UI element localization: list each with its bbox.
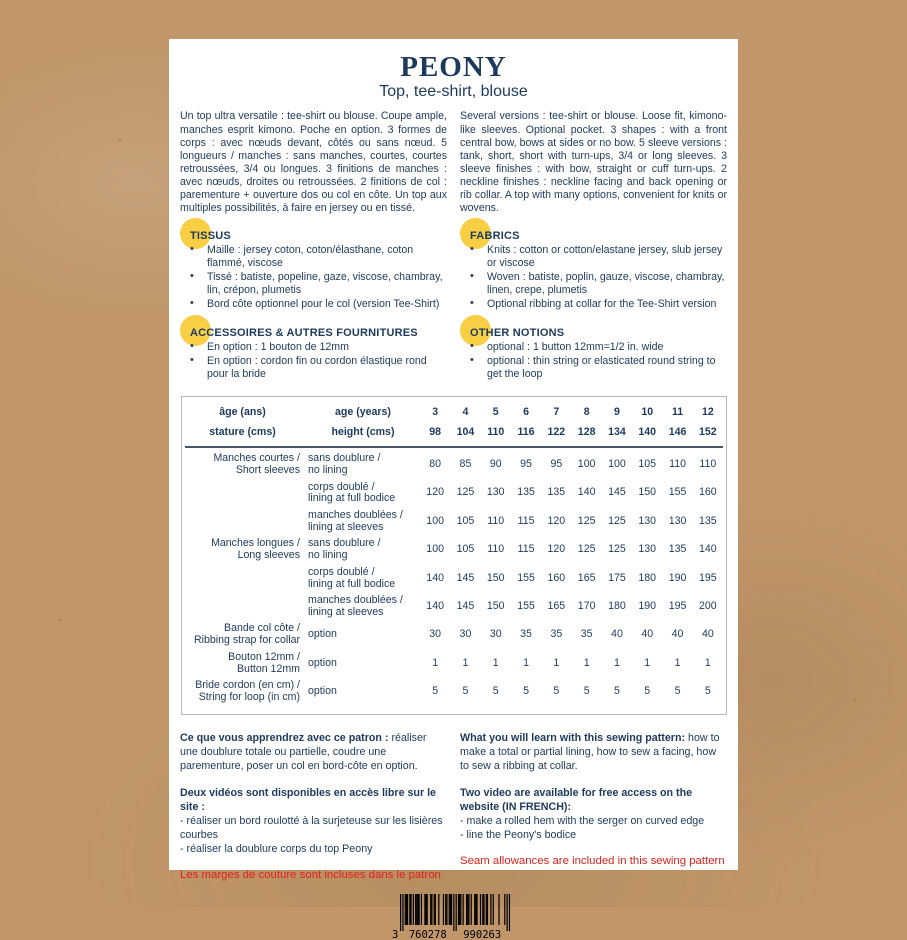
table-header-cell: 104 [456,425,475,438]
table-cell: 110 [669,458,686,471]
table-cell: 120 [547,543,566,556]
section-heading-label: OTHER NOTIONS [470,327,565,340]
table-header-cell: 12 [701,406,714,419]
row-label-en: lining at full bodice [308,492,396,505]
table-cell: 5 [492,685,499,698]
table-cell: 1 [492,656,499,669]
row-label-fr: option [308,628,337,641]
list-item: • Maille : jersey coton, coton/élasthane, coton flammé, viscose [207,244,447,270]
table-cell: 120 [547,514,566,527]
table-cell: 170 [577,600,596,613]
table-cell: 40 [671,628,684,641]
section-fabrics [460,230,727,312]
table-cell: 115 [517,514,535,527]
section-heading-tissus [190,230,447,242]
videos-line: - make a rolled hem with the serger on curved edge [460,814,705,827]
table-header-row [185,402,723,425]
table-cell: 155 [517,571,535,584]
table-header-cell: 10 [641,406,654,419]
table-cell: 1 [704,656,711,669]
row-label-cell [308,567,420,591]
table-cell: 145 [608,486,626,499]
table-cell: 130 [638,514,657,527]
table-cell: 130 [668,514,687,527]
table-cell: 150 [486,600,505,613]
table-cell: 130 [638,543,657,556]
row-label-cell [308,629,420,641]
table-cell: 140 [426,571,444,584]
table-cell: 30 [489,628,502,641]
table-cell: 35 [580,628,593,641]
table-row [185,678,723,706]
table-cell: 195 [698,571,717,584]
table-row [185,593,723,621]
table-cell: 1 [432,656,439,669]
videos-note-fr [180,787,447,815]
table-cell: 35 [550,628,563,641]
table-cell: 105 [456,543,475,556]
table-header-cell: 146 [668,425,687,438]
videos-note-en-lead: Two video are available for free access on the website (IN FRENCH): [460,787,693,813]
table-header-cell: 98 [429,425,442,438]
row-label-fr: corps doublé / [308,480,375,493]
barcode [392,894,516,940]
table-cell: 40 [611,628,623,641]
table-cell: 125 [577,543,596,556]
videos-line: - line the Peony's bodice [460,828,577,841]
table-cell: 5 [553,685,560,698]
section-accessoires [180,327,447,382]
list-item: • optional : 1 button 12mm=1/2 in. wide [487,341,727,354]
table-cell: 5 [704,685,711,698]
row-group-cell [185,652,308,676]
section-heading-label: TISSUS [190,230,231,243]
row-group-en: String for loop (in cm) [198,691,300,704]
section-heading-label: ACCESSOIRES & AUTRES FOURNITURES [190,327,418,340]
row-group-fr: Bande col côte / [224,622,300,635]
row-group-cell [185,623,308,647]
fabrics-list [460,244,727,311]
table-cell: 150 [638,486,657,499]
section-other-notions [460,327,727,382]
list-item: • Woven : batiste, poplin, gauze, viscose, chambray, linen, crepe, plumetis [487,271,727,297]
table-cell: 135 [547,486,566,499]
row-group-cell [185,538,308,562]
table-cell: 100 [426,514,444,527]
videos-note-fr-lead: Deux vidéos sont disponibles en accès libre sur le site : [180,787,436,813]
table-cell: 1 [583,656,590,669]
list-item: • Bord côte optionnel pour le col (version Tee-Shirt) [207,298,447,311]
table-cell: 155 [668,486,687,499]
barcode-digits-right: 990263 [462,928,501,940]
list-item: • Knits : cotton or cotton/elastane jersey, slub jersey or viscose [487,244,727,270]
intro-paragraph-fr: Un top ultra versatile : tee-shirt ou blouse. Coupe ample, manches esprit kimono. Poche en option. 3 formes de corps : avec nœuds devant, côtés ou sans nœud. 5 longueurs / manches : sans manches, courtes, courtes retroussées, 3/4 ou longues. 3 finitions de manches : avec nœuds, droites ou retroussées. 2 finitions de col : parementure + ouverture dos ou col en côte. Un top aux multiples possibilités, à faire en jersey ou en tissé. [180,110,447,215]
learn-note-fr [180,732,447,774]
table-cell: 155 [517,600,535,613]
table-cell: 190 [668,571,687,584]
table-cell: 140 [577,486,596,499]
table-cell: 80 [429,458,442,471]
section-heading-fabrics [470,230,727,242]
section-heading-label: FABRICS [470,230,520,243]
table-cell: 5 [613,685,620,698]
row-label-fr: sans doublure / [308,452,381,465]
row-label-fr: manches doublées / [308,594,403,607]
table-header-cell: 152 [698,425,717,438]
table-row [185,451,723,479]
row-label-fr: sans doublure / [308,537,381,550]
list-item: • En option : cordon fin ou cordon élastique rond pour la bride [207,355,447,381]
table-cell: 110 [487,543,505,556]
footer-column-en [460,732,727,882]
table-cell: 175 [608,571,626,584]
table-header-cell: 4 [462,406,469,419]
row-group-en: Ribbing strap for collar [194,634,300,647]
table-row [185,621,723,649]
table-header-cell: age (years) [335,406,391,419]
table-row [185,479,723,507]
table-header-cell: 11 [671,406,684,419]
row-label-cell [308,453,420,477]
videos-line: - réaliser un bord roulotté à la surjeteuse sur les lisières courbes [180,814,443,841]
table-cell: 1 [523,656,529,669]
table-header-cell: 6 [523,406,529,419]
table-cell: 40 [701,628,714,641]
row-label-en: lining at sleeves [308,605,384,618]
pattern-back-page [169,39,738,940]
learn-note-fr-lead: Ce que vous apprendrez avec ce patron : [180,732,389,745]
table-row [185,536,723,564]
table-row [185,508,723,536]
table-header-cell: 5 [492,406,499,419]
table-cell: 5 [432,685,439,698]
table-cell: 180 [608,600,626,613]
table-cell: 105 [456,514,475,527]
tissus-list [180,244,447,311]
table-cell: 100 [608,458,626,471]
table-row [185,650,723,678]
barcode-digit-lead: 3 [391,928,398,940]
table-cell: 180 [638,571,657,584]
table-cell: 100 [577,458,596,471]
table-cell: 90 [489,458,502,471]
table-cell: 140 [698,543,717,556]
table-cell: 125 [608,543,626,556]
other-notions-list [460,341,727,381]
learn-note-fr-text: réaliser une doublure totale ou partielle, coudre une parementure, poser un col en bord-côte en option. [180,732,427,773]
table-cell: 125 [577,514,596,527]
barcode-digits-left: 760278 [408,928,447,940]
size-table [181,396,727,716]
table-cell: 1 [674,656,681,669]
table-cell: 165 [547,600,566,613]
table-cell: 190 [638,600,657,613]
table-cell: 85 [459,458,472,471]
table-cell: 5 [462,685,469,698]
table-cell: 130 [486,486,505,499]
table-cell: 1 [613,656,620,669]
learn-note-en-text: how to make a total or partial lining, how to sew a facing, how to sew a ribbing at collar. [460,732,720,773]
page-title: PEONY [400,51,507,83]
footer-column-fr [180,732,447,882]
section-heading-accessoires [190,327,447,339]
table-cell: 120 [426,486,444,499]
row-label-en: lining at full bodice [308,577,396,590]
table-header-cell: height (cms) [331,425,395,438]
row-label-cell [308,658,420,670]
table-cell: 95 [550,458,563,471]
table-header-cell: 110 [487,425,505,438]
table-cell: 200 [698,600,717,613]
table-cell: 110 [487,514,505,527]
footer-columns [180,732,727,882]
table-cell: 145 [456,571,475,584]
row-label-fr: option [308,685,337,698]
table-cell: 5 [523,685,529,698]
row-group-fr: Bride cordon (en cm) / [195,679,300,692]
section-tissus [180,230,447,312]
row-label-fr: option [308,656,337,669]
intro-paragraph-en: Several versions : tee-shirt or blouse. Loose fit, kimono-like sleeves. Optional pocket. 3 shapes : with a front central bow, bows at sides or no bow. 5 sleeve versions : tank, short, short with turn-ups, 3/4 or long sleeves. 3 sleeve finishes : with bow, straight or cuff turn-ups. 2 neckline finishes : neckline facing and back opening or rib collar. A top with many options, convenient for knits or wovens. [460,110,727,215]
table-cell: 30 [429,628,442,641]
barcode-svg [392,894,516,940]
table-header-row [185,425,723,448]
table-header-cell: 9 [613,406,620,419]
table-cell: 5 [583,685,590,698]
page-subtitle: Top, tee-shirt, blouse [379,83,528,101]
learn-note-en [460,732,727,774]
list-item: • optional : thin string or elasticated round string to get the loop [487,355,727,381]
section-heading-other-notions [470,327,727,339]
table-cell: 135 [668,543,687,556]
table-cell: 5 [644,685,651,698]
row-label-en: no lining [308,464,348,476]
videos-line: - réaliser la doublure corps du top Peony [180,842,373,855]
table-cell: 135 [698,514,717,527]
table-header-cell: 140 [638,425,657,438]
table-cell: 100 [426,543,444,556]
description-columns [180,110,727,381]
table-cell: 30 [459,628,472,641]
seam-allowance-note-en: Seam allowances are included in this sewing pattern [460,854,725,867]
masthead [180,52,727,101]
row-group-en: Short sleeves [235,464,300,476]
learn-note-en-lead: What you will learn with this sewing pattern: [460,732,686,745]
row-group-fr: Manches longues / [211,537,300,550]
row-group-en: Long sleeves [237,549,300,562]
table-cell: 160 [547,571,566,584]
table-cell: 95 [520,458,532,471]
table-cell: 165 [577,571,596,584]
list-item: • Optional ribbing at collar for the Tee-Shirt version [487,298,727,311]
table-header-cell: 3 [432,406,439,419]
accessoires-list [180,341,447,381]
row-group-cell [185,453,308,477]
table-cell: 125 [608,514,626,527]
table-cell: 1 [644,656,651,669]
row-label-cell [308,510,420,534]
table-header-cell: 122 [547,425,566,438]
row-label-fr: manches doublées / [308,508,403,521]
table-row [185,564,723,592]
table-header-cell: 8 [583,406,590,419]
table-cell: 160 [698,486,717,499]
table-cell: 150 [486,571,505,584]
table-cell: 5 [674,685,681,698]
table-cell: 125 [456,486,475,499]
row-group-cell [185,680,308,704]
table-cell: 35 [520,628,532,641]
seam-allowance-note-fr: Les marges de couture sont incluses dans le patron [180,868,441,881]
row-label-cell [308,482,420,506]
list-item: • En option : 1 bouton de 12mm [207,341,447,354]
table-header-cell: 134 [608,425,626,438]
table-header-cell: âge (ans) [219,406,266,419]
table-cell: 145 [456,600,475,613]
row-group-fr: Manches courtes / [213,452,300,465]
row-label-cell [308,595,420,619]
list-item: • Tissé : batiste, popeline, gaze, viscose, chambray, lin, crépon, plumetis [207,271,447,297]
table-cell: 1 [462,656,469,669]
row-label-fr: corps doublé / [308,565,375,578]
table-cell: 135 [517,486,535,499]
table-cell: 105 [638,458,657,471]
table-header-cell: 128 [577,425,596,438]
table-cell: 110 [699,458,717,471]
row-group-fr: Bouton 12mm / [228,650,300,663]
table-cell: 40 [641,628,654,641]
table-cell: 195 [668,600,687,613]
row-group-en: Button 12mm [236,662,300,675]
table-header-cell: 7 [553,406,560,419]
table-cell: 140 [426,600,444,613]
table-header-cell: stature (cms) [209,425,276,438]
row-label-en: no lining [308,549,348,562]
row-label-cell [308,686,420,698]
table-header-cell: 116 [517,425,535,438]
videos-note-en [460,787,727,815]
table-cell: 115 [517,543,535,556]
row-label-en: lining at sleeves [308,520,384,533]
row-label-cell [308,538,420,562]
table-cell: 1 [553,656,560,669]
